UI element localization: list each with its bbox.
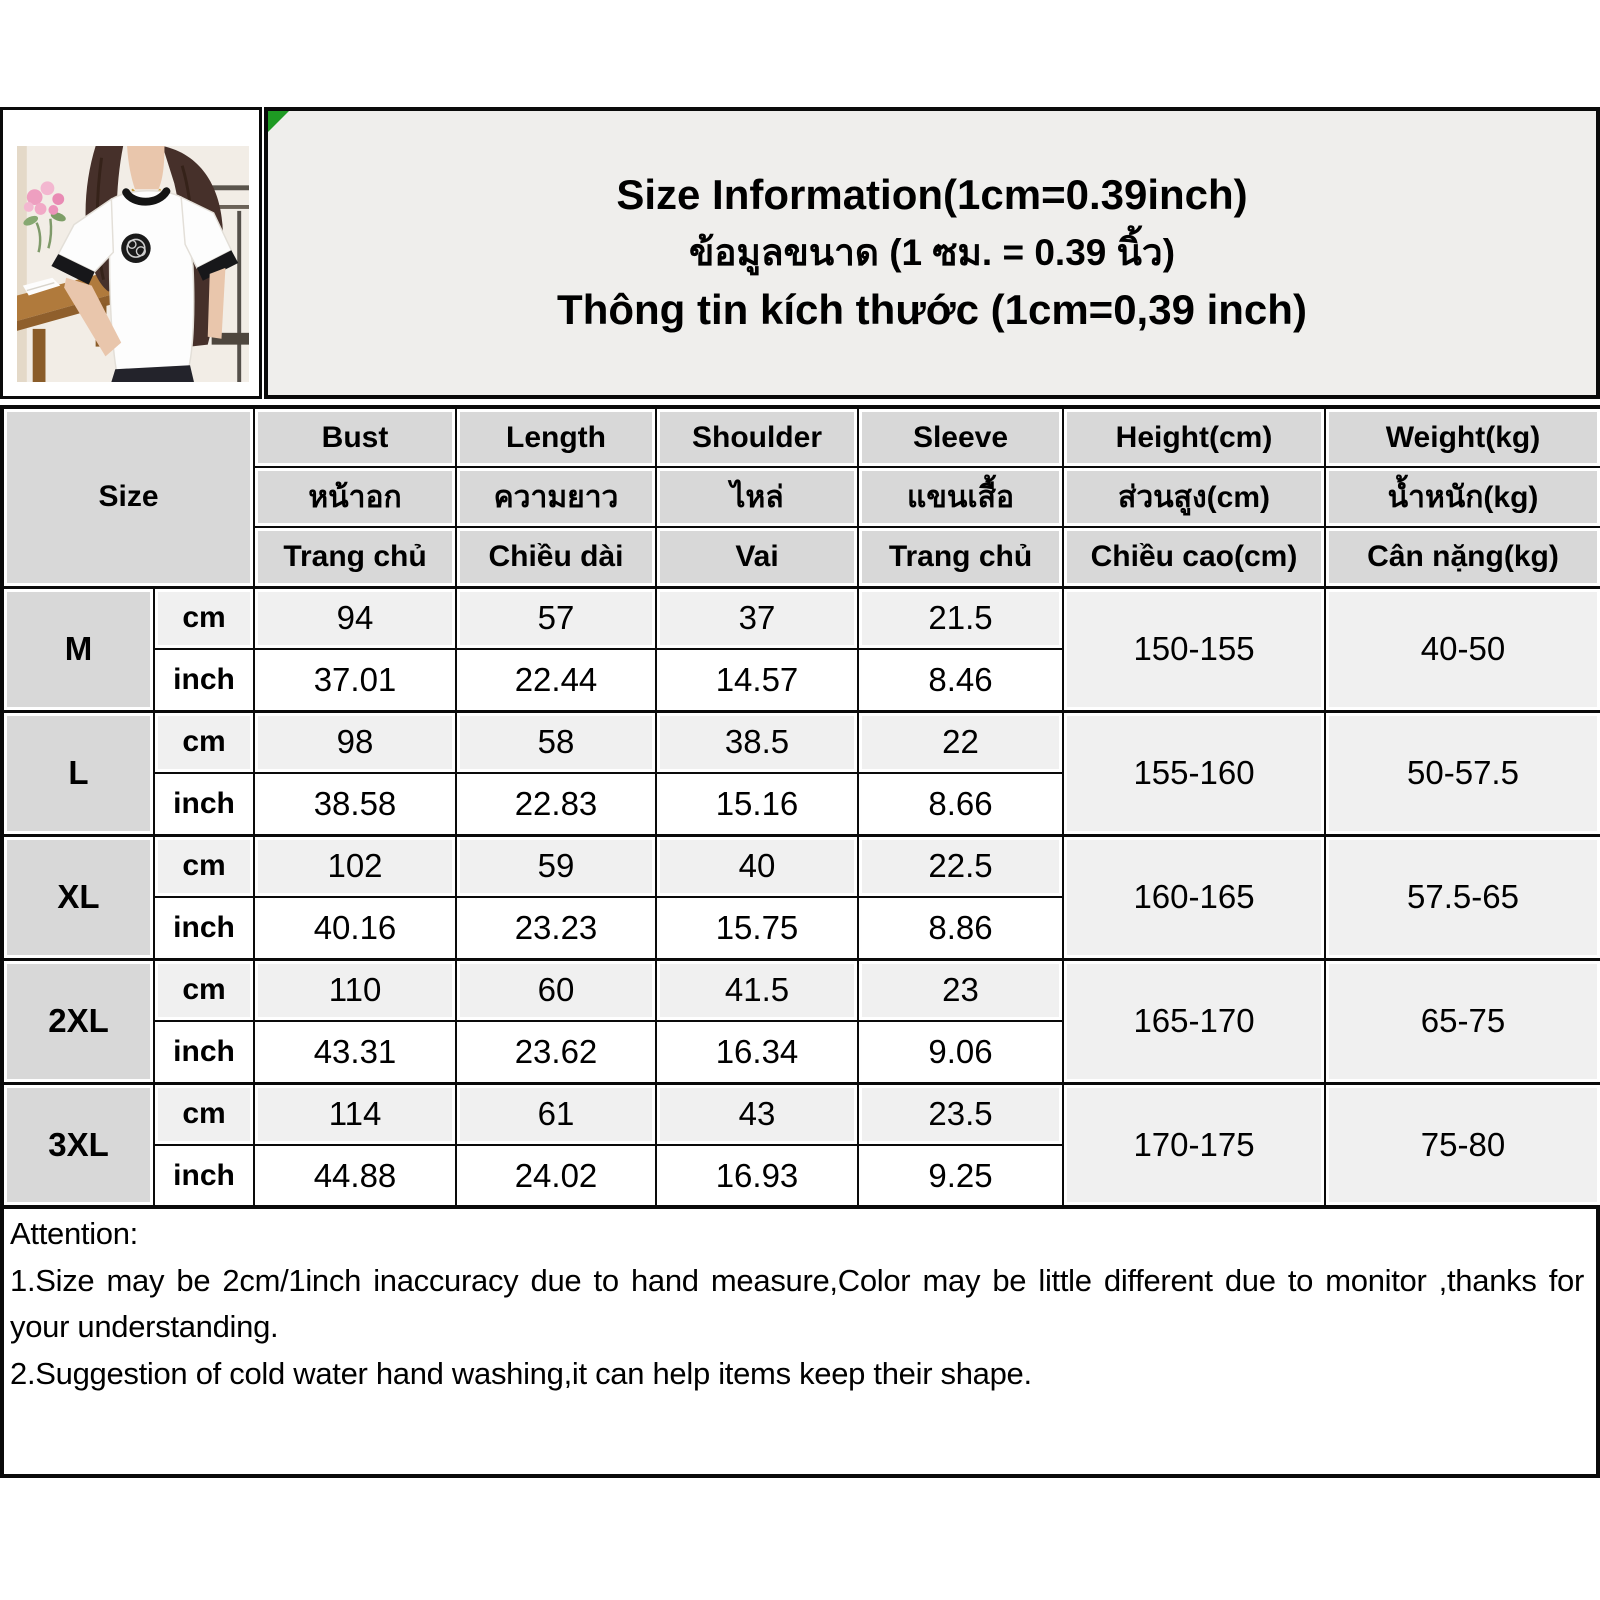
2xl-weight-range: 65-75: [1325, 959, 1600, 1083]
unit-inch: inch: [154, 897, 254, 959]
l-sleeve-inch: 8.66: [858, 773, 1063, 835]
size-l: L: [2, 711, 154, 835]
2xl-bust-cm: 110: [254, 959, 456, 1021]
col-sleeve-en: Sleeve: [858, 407, 1063, 467]
page-content: [0, 107, 1600, 1478]
size-corner-cell: Size: [2, 407, 254, 587]
xl-sleeve-cm: 22.5: [858, 835, 1063, 897]
xl-bust-inch: 40.16: [254, 897, 456, 959]
col-weight-en: Weight(kg): [1325, 407, 1600, 467]
xl-shoulder-inch: 15.75: [656, 897, 858, 959]
row-2xl-cm: [2, 959, 1600, 1021]
l-length-cm: 58: [456, 711, 656, 773]
2xl-shoulder-inch: 16.34: [656, 1021, 858, 1083]
3xl-sleeve-inch: 9.25: [858, 1145, 1063, 1207]
col-sleeve-th: แขนเสื้อ: [858, 467, 1063, 527]
col-weight-vi: Cân nặng(kg): [1325, 527, 1600, 587]
col-length-th: ความยาว: [456, 467, 656, 527]
unit-inch: inch: [154, 1021, 254, 1083]
m-sleeve-inch: 8.46: [858, 649, 1063, 711]
top-section: [0, 107, 1600, 399]
wall-corner: [17, 146, 27, 382]
size-table: [0, 405, 1600, 1209]
m-shoulder-cm: 37: [656, 587, 858, 649]
col-height-en: Height(cm): [1063, 407, 1325, 467]
row-m-cm: [2, 587, 1600, 649]
col-bust-vi: Trang chủ: [254, 527, 456, 587]
col-height-th: ส่วนสูง(cm): [1063, 467, 1325, 527]
flower-patch: [121, 234, 151, 264]
3xl-shoulder-cm: 43: [656, 1083, 858, 1145]
2xl-bust-inch: 43.31: [254, 1021, 456, 1083]
2xl-length-cm: 60: [456, 959, 656, 1021]
xl-shoulder-cm: 40: [656, 835, 858, 897]
m-shoulder-inch: 14.57: [656, 649, 858, 711]
shelf-line: [216, 205, 249, 209]
col-height-vi: Chiều cao(cm): [1063, 527, 1325, 587]
l-sleeve-cm: 22: [858, 711, 1063, 773]
3xl-shoulder-inch: 16.93: [656, 1145, 858, 1207]
green-corner-marker: [268, 111, 289, 132]
m-bust-inch: 37.01: [254, 649, 456, 711]
col-bust-th: หน้าอก: [254, 467, 456, 527]
xl-weight-range: 57.5-65: [1325, 835, 1600, 959]
attention-heading: Attention:: [10, 1216, 138, 1251]
3xl-weight-range: 75-80: [1325, 1083, 1600, 1207]
m-weight-range: 40-50: [1325, 587, 1600, 711]
m-length-inch: 22.44: [456, 649, 656, 711]
col-weight-th: น้ำหนัก(kg): [1325, 467, 1600, 527]
xl-height-range: 160-165: [1063, 835, 1325, 959]
row-3xl-cm: [2, 1083, 1600, 1145]
2xl-shoulder-cm: 41.5: [656, 959, 858, 1021]
col-sleeve-vi: Trang chủ: [858, 527, 1063, 587]
l-shoulder-cm: 38.5: [656, 711, 858, 773]
col-length-vi: Chiều dài: [456, 527, 656, 587]
l-length-inch: 22.83: [456, 773, 656, 835]
col-length-en: Length: [456, 407, 656, 467]
m-bust-cm: 94: [254, 587, 456, 649]
shelf-line: [210, 185, 249, 190]
title-panel: [264, 107, 1600, 399]
title-english: Size Information(1cm=0.39inch): [616, 171, 1248, 219]
unit-inch: inch: [154, 773, 254, 835]
attention-notes: [0, 1209, 1600, 1478]
product-photo-frame: [0, 107, 262, 399]
3xl-bust-inch: 44.88: [254, 1145, 456, 1207]
2xl-sleeve-inch: 9.06: [858, 1021, 1063, 1083]
xl-sleeve-inch: 8.86: [858, 897, 1063, 959]
2xl-sleeve-cm: 23: [858, 959, 1063, 1021]
3xl-bust-cm: 114: [254, 1083, 456, 1145]
size-m: M: [2, 587, 154, 711]
m-sleeve-cm: 21.5: [858, 587, 1063, 649]
col-shoulder-en: Shoulder: [656, 407, 858, 467]
xl-length-inch: 23.23: [456, 897, 656, 959]
l-shoulder-inch: 15.16: [656, 773, 858, 835]
l-height-range: 155-160: [1063, 711, 1325, 835]
attention-item-2: 2.Suggestion of cold water hand washing,it can help items keep their shape.: [10, 1355, 1032, 1391]
header-row-english: [2, 407, 1600, 467]
m-height-range: 150-155: [1063, 587, 1325, 711]
col-shoulder-vi: Vai: [656, 527, 858, 587]
product-photo: [17, 146, 249, 382]
l-bust-cm: 98: [254, 711, 456, 773]
xl-length-cm: 59: [456, 835, 656, 897]
unit-cm: cm: [154, 711, 254, 773]
3xl-sleeve-cm: 23.5: [858, 1083, 1063, 1145]
size-3xl: 3XL: [2, 1083, 154, 1207]
col-shoulder-th: ไหล่: [656, 467, 858, 527]
l-weight-range: 50-57.5: [1325, 711, 1600, 835]
unit-inch: inch: [154, 1145, 254, 1207]
2xl-length-inch: 23.62: [456, 1021, 656, 1083]
attention-item-1: 1.Size may be 2cm/1inch inaccuracy due to hand measure,Color may be little different due to monitor ,thanks for your understanding.: [10, 1262, 1584, 1344]
unit-cm: cm: [154, 1083, 254, 1145]
wall-edge: [237, 211, 241, 382]
row-l-cm: [2, 711, 1600, 773]
unit-cm: cm: [154, 587, 254, 649]
3xl-height-range: 170-175: [1063, 1083, 1325, 1207]
unit-inch: inch: [154, 649, 254, 711]
3xl-length-inch: 24.02: [456, 1145, 656, 1207]
m-length-cm: 57: [456, 587, 656, 649]
title-vietnamese: Thông tin kích thước (1cm=0,39 inch): [557, 286, 1307, 334]
l-bust-inch: 38.58: [254, 773, 456, 835]
size-xl: XL: [2, 835, 154, 959]
xl-bust-cm: 102: [254, 835, 456, 897]
row-xl-cm: [2, 835, 1600, 897]
col-bust-en: Bust: [254, 407, 456, 467]
2xl-height-range: 165-170: [1063, 959, 1325, 1083]
3xl-length-cm: 61: [456, 1083, 656, 1145]
unit-cm: cm: [154, 959, 254, 1021]
unit-cm: cm: [154, 835, 254, 897]
title-thai: ข้อมูลขนาด (1 ซม. = 0.39 นิ้ว): [688, 231, 1176, 273]
size-2xl: 2XL: [2, 959, 154, 1083]
